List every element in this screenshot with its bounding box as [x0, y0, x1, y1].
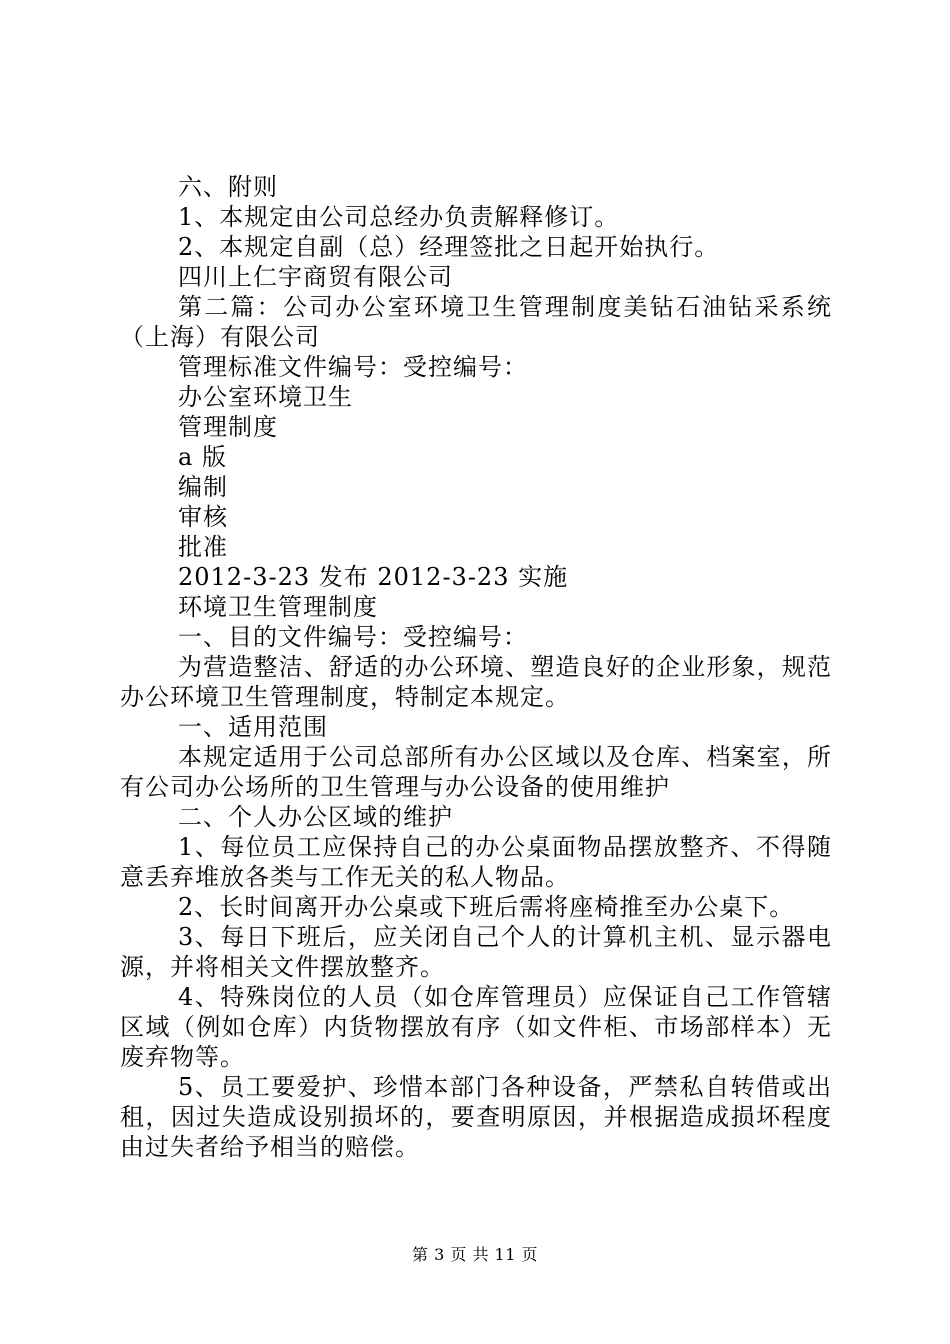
- version-label: a 版: [178, 443, 227, 471]
- page-footer: 第 3 页 共 11 页: [412, 1245, 538, 1264]
- document-body: [120, 172, 832, 1162]
- reviewed-by-label: 审核: [178, 503, 228, 531]
- cover-title-line-2: 管理制度: [178, 413, 278, 441]
- section-heading-purpose: 一、目的文件编号：受控编号：: [178, 623, 528, 651]
- company-name: 四川上仁宇商贸有限公司: [178, 263, 453, 291]
- paragraph: 2、本规定自副（总）经理签批之日起开始执行。: [178, 233, 720, 261]
- paragraph: 1、本规定由公司总经办负责解释修订。: [178, 203, 620, 231]
- list-item: 5、员工要爱护、珍惜本部门各种设备，严禁私自转借或出租，因过失造成设别损坏的，要查明原因，并根据造成损坏程度由过失者给予相当的赔偿。: [120, 1073, 832, 1161]
- list-item: 2、长时间离开办公桌或下班后需将座椅推至办公桌下。: [178, 893, 795, 921]
- paragraph: 本规定适用于公司总部所有办公区域以及仓库、档案室，所有公司办公场所的卫生管理与办公设备的使用维护: [120, 743, 832, 801]
- document-number-line: 管理标准文件编号：受控编号：: [178, 353, 528, 381]
- list-item: 4、特殊岗位的人员（如仓库管理员）应保证自己工作管辖区域（例如仓库）内货物摆放有序（如文件柜、市场部样本）无废弃物等。: [120, 983, 832, 1071]
- section-heading-personal-area: 二、个人办公区域的维护: [178, 803, 453, 831]
- cover-title-line-1: 办公室环境卫生: [178, 383, 353, 411]
- section-title: 环境卫生管理制度: [178, 593, 378, 621]
- prepared-by-label: 编制: [178, 473, 228, 501]
- paragraph: 为营造整洁、舒适的办公环境、塑造良好的企业形象，规范办公环境卫生管理制度，特制定本规定。: [120, 653, 832, 711]
- list-item: 3、每日下班后，应关闭自己个人的计算机主机、显示器电源，并将相关文件摆放整齐。: [120, 923, 832, 981]
- list-item: 1、每位员工应保持自己的办公桌面物品摆放整齐、不得随意丢弃堆放各类与工作无关的私人物品。: [120, 833, 832, 891]
- section-heading-appendix: 六、附则: [178, 173, 278, 201]
- release-date-line: 2012-3-23 发布 2012-3-23 实施: [178, 563, 569, 591]
- chapter-title: 第二篇：公司办公室环境卫生管理制度美钻石油钻采系统（上海）有限公司: [120, 293, 832, 351]
- approved-by-label: 批准: [178, 533, 228, 561]
- section-heading-scope: 一、适用范围: [178, 713, 328, 741]
